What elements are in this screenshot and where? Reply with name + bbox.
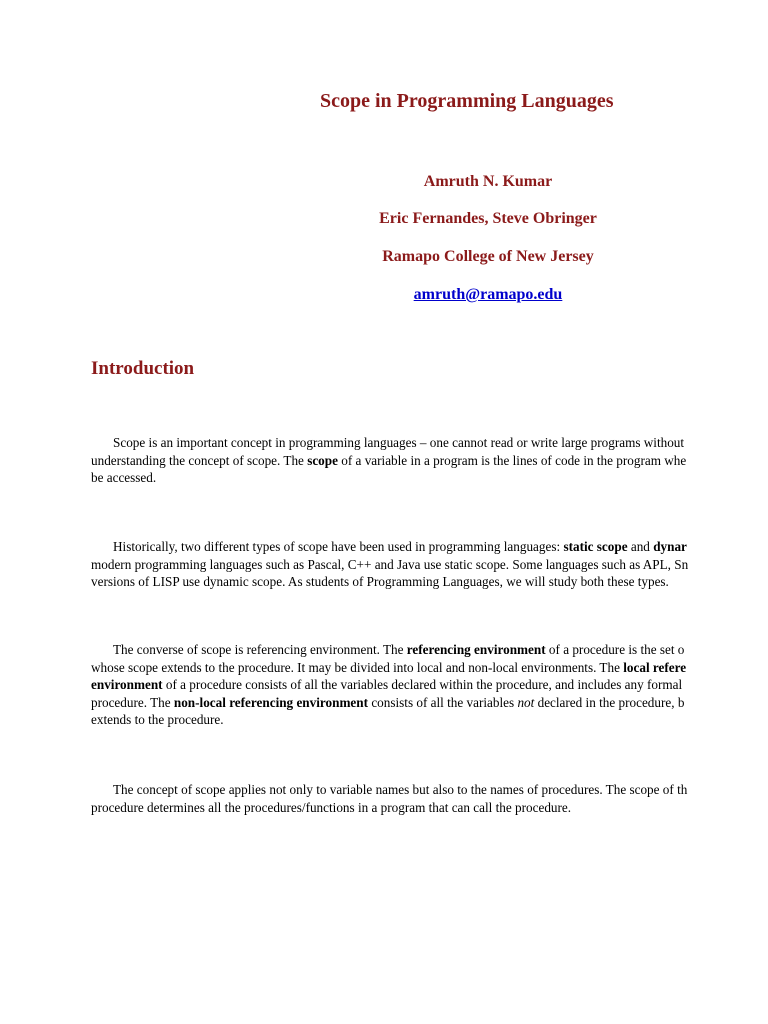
text-run: The converse of scope is referencing environment. The: [113, 642, 407, 657]
text-run: whose scope extends to the procedure. It may be divided into local and non-local environments. The: [91, 659, 624, 675]
text-run: Historically, two different types of scope have been used in programming languages:: [113, 539, 564, 554]
italic-term: not: [517, 694, 535, 710]
paragraph-line: procedure determines all the procedures/functions in a program that can call the procedure.: [91, 799, 572, 815]
paragraph-line: [91, 676, 768, 694]
author-name: Amruth N. Kumar: [423, 173, 553, 190]
bold-term: environment: [91, 677, 163, 692]
paragraph-4: [91, 781, 768, 816]
coauthor-names: Eric Fernandes, Steve Obringer: [379, 210, 597, 227]
section-heading-introduction: Introduction: [91, 358, 195, 379]
text-run: of a variable in a program is the lines of code in the program whe: [337, 452, 687, 468]
text-run: and: [627, 539, 654, 554]
paragraph-line: [91, 452, 768, 470]
bold-term: static scope: [563, 539, 628, 554]
text-run: consists of all the variables: [368, 694, 518, 710]
paragraph-line: extends to the procedure.: [91, 712, 224, 727]
text-run: of a procedure consists of all the variables declared within the procedure, and includes any formal: [162, 677, 683, 692]
paragraph-line: The concept of scope applies not only to variable names but also to the names of procedures. The scope of th: [113, 782, 688, 797]
bold-term: dynar: [653, 539, 687, 554]
paragraph-line: be accessed.: [91, 470, 157, 485]
bold-term: scope: [307, 452, 338, 468]
paragraph-2: [91, 538, 768, 591]
author-email: [0, 286, 768, 304]
text-run: understanding the concept of scope. The: [91, 452, 308, 468]
bold-term: referencing environment: [406, 642, 546, 657]
paragraph-line: modern programming languages such as Pascal, C++ and Java use static scope. Some languages such as APL, Sn: [91, 556, 689, 572]
paragraph-1: [91, 434, 768, 487]
paragraph-line: versions of LISP use dynamic scope. As students of Programming Languages, we will study both these types.: [91, 574, 669, 589]
text-run: procedure. The: [91, 694, 174, 710]
document-title: Scope in Programming Languages: [320, 90, 614, 112]
text-run: of a procedure is the set o: [545, 642, 685, 657]
bold-term: local refere: [623, 659, 687, 675]
paragraph-line: [91, 694, 768, 712]
text-run: declared in the procedure, b: [534, 694, 685, 710]
bold-term: non-local referencing environment: [173, 694, 369, 710]
paragraph-line: Scope is an important concept in programming languages – one cannot read or write large programs without: [113, 435, 685, 450]
paragraph-line: [91, 538, 768, 556]
institution-name: Ramapo College of New Jersey: [382, 248, 594, 265]
paragraph-3: [91, 641, 768, 729]
paragraph-line: [91, 659, 768, 677]
paragraph-line: [91, 641, 768, 659]
email-link[interactable]: amruth@ramapo.edu: [413, 286, 563, 303]
